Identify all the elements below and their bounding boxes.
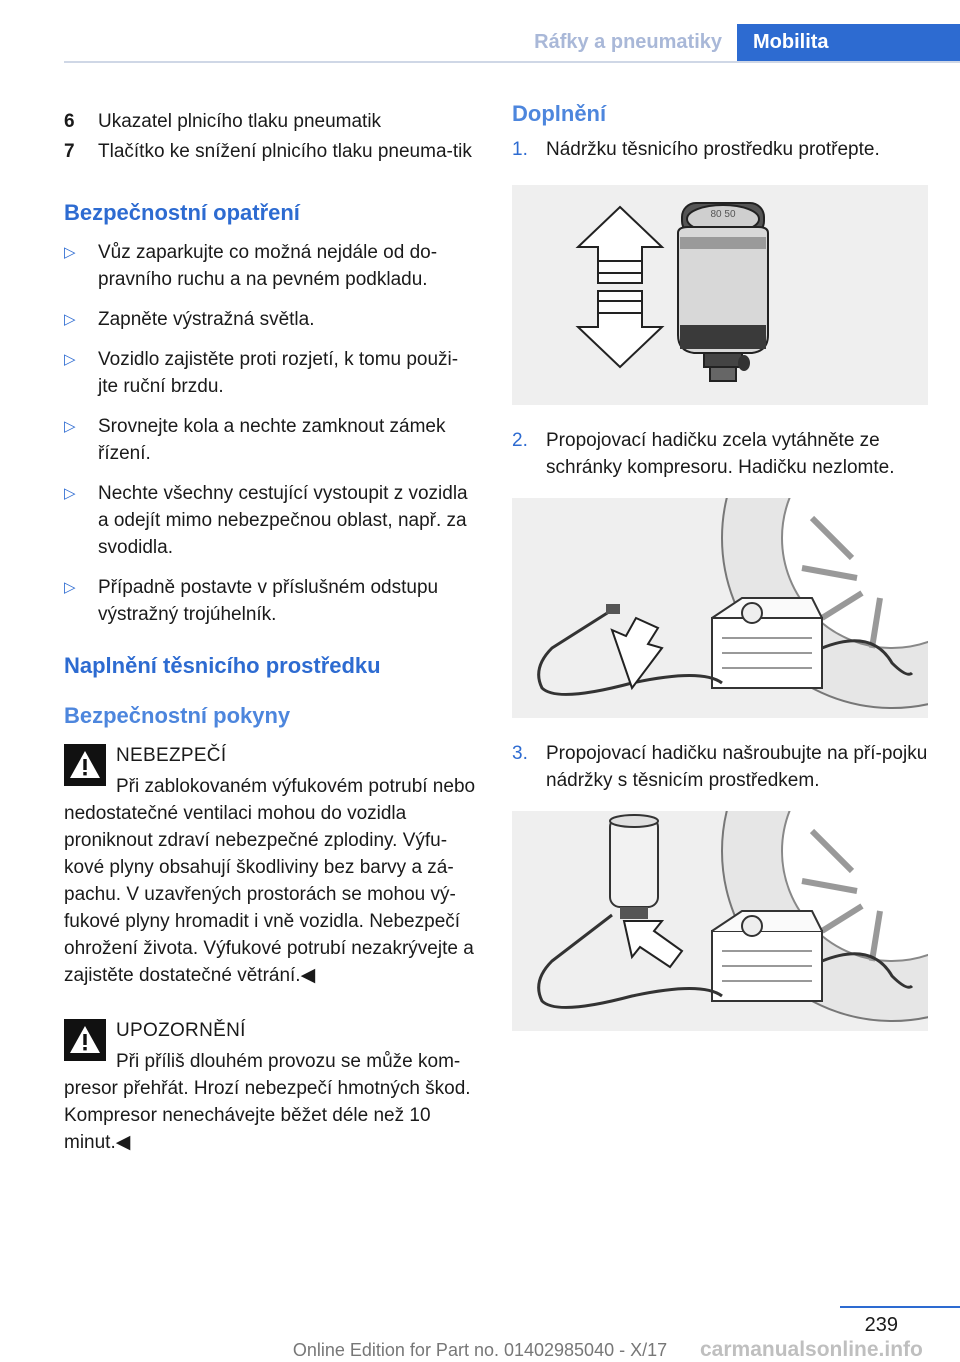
list-item <box>512 740 928 794</box>
compressor-hose-figure <box>512 498 928 718</box>
page-header <box>0 0 960 64</box>
refill-heading: Doplnění <box>512 101 607 126</box>
legend-text: Ukazatel plnicího tlaku pneumatik <box>98 111 382 132</box>
list-item-text: Vozidlo zajistěte proti rozjetí, k tomu použi‐jte ruční brzdu. <box>98 349 459 397</box>
step-text: Nádržku těsnicího prostředku protřepte. <box>546 139 880 160</box>
caution-warning <box>64 1017 478 1156</box>
list-item-text: Případně postavte v příslušném odstupu výstražný trojúhelník. <box>98 577 439 625</box>
bullet-triangle-icon: ▷ <box>64 311 76 328</box>
warning-title: NEBEZPEČÍ <box>116 745 227 766</box>
legend-item <box>64 138 478 165</box>
warning-title: UPOZORNĚNÍ <box>116 1020 246 1041</box>
legend-number: 6 <box>64 111 75 132</box>
list-item-text: Srovnejte kola a nechte zamknout zámek řízení. <box>98 416 446 464</box>
safety-heading: Bezpečnostní opatření <box>64 200 300 225</box>
warning-triangle-icon <box>64 744 106 786</box>
bullet-triangle-icon: ▷ <box>64 418 76 435</box>
safety-bullet-list <box>64 239 478 628</box>
warning-text: Při příliš dlouhém provozu se může kom‐presor přehřát. Hrozí nebezpečí hmotných škod. Kompresor nenechávejte běžet déle než 10 minut.◀ <box>64 1051 471 1153</box>
right-column <box>512 100 928 1031</box>
header-divider <box>64 61 960 63</box>
list-item <box>64 413 478 467</box>
list-item <box>64 306 478 333</box>
step-list <box>512 136 928 1031</box>
list-item-text: Nechte všechny cestující vystoupit z vozidla a odejít mimo nebezpečnou oblast, např. za svodidla. <box>98 483 468 558</box>
bottle-connection-figure <box>512 811 928 1031</box>
list-item <box>512 136 928 163</box>
notes-heading: Bezpečnostní pokyny <box>64 703 291 728</box>
list-item-text: Zapněte výstražná světla. <box>98 309 315 330</box>
list-item <box>64 574 478 628</box>
fill-heading: Naplnění těsnicího prostředku <box>64 653 381 678</box>
header-section-label: Ráfky a pneumatiky <box>534 31 722 53</box>
list-item <box>512 427 928 481</box>
warning-text: Při zablokovaném výfukovém potrubí nebo nedostatečné ventilaci mohou do vozidla proniknout zdraví nebezpečné zplodiny. Výfu‐kové plyny obsahují škodliviny bez barvy a zá‐pachu. V uzavřených prostorách se mohou vý‐fukové plyny hromadit i vně vozidla. Nebezpečí ohrožení života. Výfukové potrubí nezakrývejte a zajistěte dostatečné větrání.◀ <box>64 776 476 986</box>
bullet-triangle-icon: ▷ <box>64 579 76 596</box>
footer-divider <box>840 1306 960 1308</box>
step-number: 2. <box>512 430 528 451</box>
legend-number: 7 <box>64 141 75 162</box>
sealant-bottle-figure <box>512 185 928 405</box>
list-item <box>64 480 478 561</box>
bottle-lid-label: 80 50 <box>710 209 736 220</box>
list-item-text: Vůz zaparkujte co možná nejdále od do‐pravního ruchu a na pevném podkladu. <box>98 242 438 290</box>
list-item <box>64 239 478 293</box>
step-text: Propojovací hadičku zcela vytáhněte ze schránky kompresoru. Hadičku nezlomte. <box>546 430 895 478</box>
edition-line: Online Edition for Part no. 01402985040 - X/17 <box>292 1340 668 1360</box>
bullet-triangle-icon: ▷ <box>64 351 76 368</box>
step-text: Propojovací hadičku našroubujte na pří‐pojku nádržky s těsnicím prostředkem. <box>546 743 928 791</box>
step-number: 1. <box>512 139 528 160</box>
bullet-triangle-icon: ▷ <box>64 485 76 502</box>
step-number: 3. <box>512 743 528 764</box>
list-item <box>64 346 478 400</box>
legend-item <box>64 108 478 135</box>
bullet-triangle-icon: ▷ <box>64 244 76 261</box>
legend-list <box>64 108 478 165</box>
header-active-tab: Mobilita <box>737 24 960 61</box>
left-column <box>64 108 478 1156</box>
page-number: 239 <box>864 1314 898 1336</box>
danger-warning <box>64 742 478 989</box>
warning-triangle-icon <box>64 1019 106 1061</box>
legend-text: Tlačítko ke snížení plnicího tlaku pneuma‐tik <box>98 141 472 162</box>
watermark-text: carmanualsonline.info <box>700 1338 923 1361</box>
